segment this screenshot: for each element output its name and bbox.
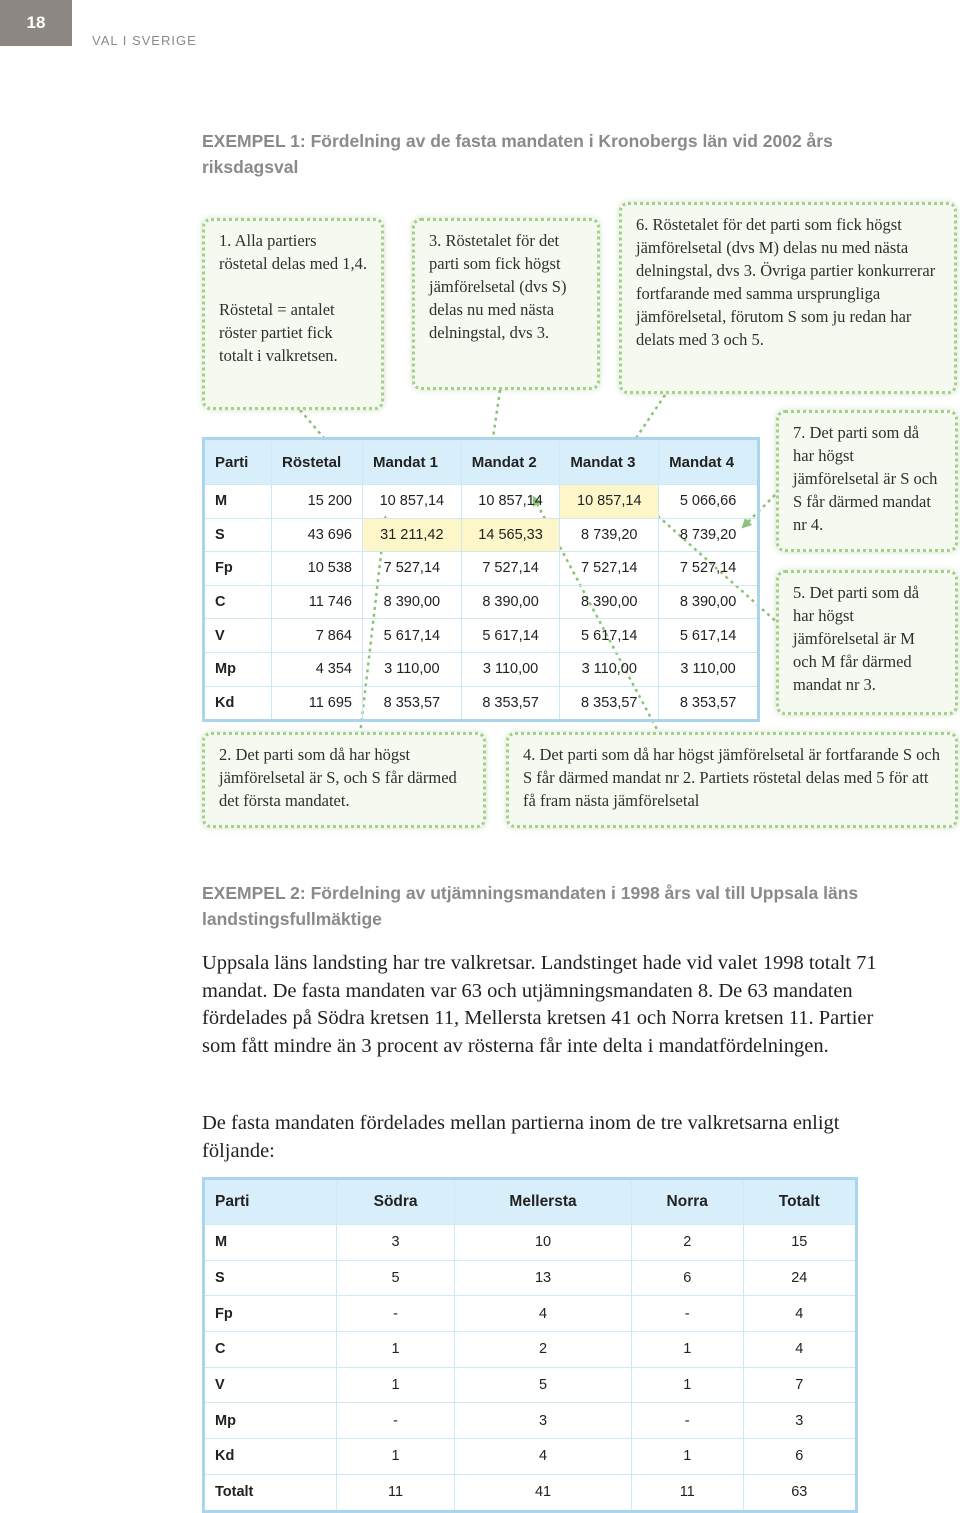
col-header: Södra bbox=[337, 1179, 455, 1225]
col-header: Mellersta bbox=[455, 1179, 632, 1225]
cell: S bbox=[204, 518, 272, 552]
cell: 15 bbox=[743, 1225, 856, 1261]
note-step-3 bbox=[412, 218, 600, 390]
table-header-row bbox=[204, 439, 759, 485]
cell: 8 390,00 bbox=[363, 585, 462, 619]
col-header: Mandat 3 bbox=[560, 439, 659, 485]
cell: 8 739,20 bbox=[560, 518, 659, 552]
running-head: VAL I SVERIGE bbox=[92, 33, 197, 48]
cell: 1 bbox=[337, 1367, 455, 1403]
table-row bbox=[204, 686, 759, 721]
example2-paragraph-2: De fasta mandaten fördelades mellan partierna inom de tre valkretsarna enligt följande: bbox=[202, 1112, 840, 1162]
table-row bbox=[204, 1367, 857, 1403]
cell: 8 390,00 bbox=[461, 585, 560, 619]
cell: - bbox=[631, 1296, 743, 1332]
col-header: Röstetal bbox=[272, 439, 363, 485]
note-step-4 bbox=[506, 732, 958, 828]
cell: 10 857,14 bbox=[363, 485, 462, 519]
cell: 63 bbox=[743, 1474, 856, 1511]
cell: 11 695 bbox=[272, 686, 363, 721]
cell: 5 066,66 bbox=[659, 485, 759, 519]
cell: 2 bbox=[631, 1225, 743, 1261]
cell: 13 bbox=[455, 1260, 632, 1296]
cell: Fp bbox=[204, 1296, 337, 1332]
note-step-6 bbox=[619, 202, 957, 394]
cell: 4 bbox=[743, 1332, 856, 1368]
note-step-3-text: 3. Röstetalet för det parti som fick högst jämförelsetal (dvs S) delas nu med nästa delningstal, dvs 3. bbox=[429, 231, 567, 342]
cell-highlighted: 31 211,42 bbox=[363, 518, 462, 552]
example2-heading: EXEMPEL 2: Fördelning av utjämningsmandaten i 1998 års val till Uppsala läns landstingsfullmäktige bbox=[202, 883, 859, 929]
cell: 5 617,14 bbox=[560, 619, 659, 653]
cell: - bbox=[337, 1296, 455, 1332]
table-row bbox=[204, 1225, 857, 1261]
table-row bbox=[204, 585, 759, 619]
col-header: Mandat 1 bbox=[363, 439, 462, 485]
table-row bbox=[204, 518, 759, 552]
cell: 7 527,14 bbox=[659, 552, 759, 586]
note-step-1-text: 1. Alla partiers röstetal delas med 1,4. bbox=[219, 231, 368, 273]
cell: 5 617,14 bbox=[363, 619, 462, 653]
table-header-row bbox=[204, 1179, 857, 1225]
cell: S bbox=[204, 1260, 337, 1296]
cell: Kd bbox=[204, 686, 272, 721]
cell: 2 bbox=[455, 1332, 632, 1368]
cell: 3 110,00 bbox=[461, 652, 560, 686]
cell: 8 353,57 bbox=[659, 686, 759, 721]
cell: 43 696 bbox=[272, 518, 363, 552]
cell: M bbox=[204, 485, 272, 519]
cell: 7 527,14 bbox=[363, 552, 462, 586]
cell: 5 bbox=[455, 1367, 632, 1403]
note-step-5-text: 5. Det parti som då har högst jämförelsetal är M och M får därmed mandat nr 3. bbox=[793, 583, 920, 694]
example2-paragraph-1: Uppsala läns landsting har tre valkretsar. Landstinget hade vid valet 1998 totalt 71 mandat. De fasta mandaten var 63 och utjämningsmandaten 8. De 63 mandaten fördelades på Södra kretsen 11, Mellersta kretsen 41 och Norra kretsen 11. Partier som fått mindre än 3 procent av rösterna får inte delta i mandatfördelningen. bbox=[202, 952, 877, 1057]
cell-highlighted: 10 857,14 bbox=[560, 485, 659, 519]
cell: 11 bbox=[337, 1474, 455, 1511]
note-step-5 bbox=[776, 570, 958, 715]
cell: 8 739,20 bbox=[659, 518, 759, 552]
table-row bbox=[204, 1439, 857, 1475]
col-header: Parti bbox=[204, 439, 272, 485]
cell: 1 bbox=[631, 1439, 743, 1475]
cell: 5 bbox=[337, 1260, 455, 1296]
table-row bbox=[204, 1296, 857, 1332]
cell: Totalt bbox=[204, 1474, 337, 1511]
cell: Fp bbox=[204, 552, 272, 586]
cell: M bbox=[204, 1225, 337, 1261]
cell: 5 617,14 bbox=[461, 619, 560, 653]
cell: 24 bbox=[743, 1260, 856, 1296]
cell: 11 bbox=[631, 1474, 743, 1511]
col-header: Totalt bbox=[743, 1179, 856, 1225]
note-step-2-text: 2. Det parti som då har högst jämförelsetal är S, och S får därmed det första mandatet. bbox=[219, 745, 457, 810]
cell: Mp bbox=[204, 1403, 337, 1439]
table-row bbox=[204, 1332, 857, 1368]
col-header: Parti bbox=[204, 1179, 337, 1225]
cell-highlighted: 14 565,33 bbox=[461, 518, 560, 552]
cell: 7 bbox=[743, 1367, 856, 1403]
col-header: Norra bbox=[631, 1179, 743, 1225]
cell: - bbox=[631, 1403, 743, 1439]
example1-heading: EXEMPEL 1: Fördelning av de fasta mandaten i Kronobergs län vid 2002 års riksdagsval bbox=[202, 131, 833, 177]
note-step-2 bbox=[202, 732, 486, 828]
note-step-6-text: 6. Röstetalet för det parti som fick högst jämförelsetal (dvs M) delas nu med nästa delningstal, dvs 3. Övriga partier konkurrerar fortfarande med samma ursprungliga jämförelsetal, förutom S som ju redan har delats med 3 och 5. bbox=[636, 215, 936, 349]
cell: 4 bbox=[743, 1296, 856, 1332]
cell: 3 bbox=[455, 1403, 632, 1439]
cell: 10 857,14 bbox=[461, 485, 560, 519]
cell: 8 353,57 bbox=[560, 686, 659, 721]
table-row bbox=[204, 1403, 857, 1439]
uppsala-mandate-table bbox=[202, 1177, 858, 1513]
cell: V bbox=[204, 1367, 337, 1403]
note-step-7-text: 7. Det parti som då har högst jämförelsetal är S och S får därmed mandat nr 4. bbox=[793, 423, 938, 534]
cell: 3 110,00 bbox=[560, 652, 659, 686]
cell: 3 110,00 bbox=[363, 652, 462, 686]
page-number: 18 bbox=[0, 0, 72, 46]
cell: 5 617,14 bbox=[659, 619, 759, 653]
cell: 10 538 bbox=[272, 552, 363, 586]
kronoberg-mandate-table bbox=[202, 437, 760, 722]
cell: 8 353,57 bbox=[461, 686, 560, 721]
cell: Mp bbox=[204, 652, 272, 686]
cell: - bbox=[337, 1403, 455, 1439]
col-header: Mandat 2 bbox=[461, 439, 560, 485]
cell: C bbox=[204, 585, 272, 619]
cell: 4 bbox=[455, 1296, 632, 1332]
cell: 4 bbox=[455, 1439, 632, 1475]
cell: 6 bbox=[631, 1260, 743, 1296]
cell: 41 bbox=[455, 1474, 632, 1511]
cell: 7 527,14 bbox=[560, 552, 659, 586]
note-step-1 bbox=[202, 218, 384, 410]
cell: 3 bbox=[337, 1225, 455, 1261]
cell: 1 bbox=[337, 1332, 455, 1368]
cell: Kd bbox=[204, 1439, 337, 1475]
cell: 6 bbox=[743, 1439, 856, 1475]
cell: 11 746 bbox=[272, 585, 363, 619]
cell: 4 354 bbox=[272, 652, 363, 686]
table-row bbox=[204, 619, 759, 653]
table-row bbox=[204, 552, 759, 586]
cell: 8 390,00 bbox=[659, 585, 759, 619]
cell: 15 200 bbox=[272, 485, 363, 519]
cell: 8 353,57 bbox=[363, 686, 462, 721]
table-total-row bbox=[204, 1474, 857, 1511]
table-row bbox=[204, 1260, 857, 1296]
cell: 1 bbox=[631, 1367, 743, 1403]
cell: 7 864 bbox=[272, 619, 363, 653]
cell: 8 390,00 bbox=[560, 585, 659, 619]
note-step-4-text: 4. Det parti som då har högst jämförelsetal är fortfarande S och S får därmed mandat nr 2. Partiets röstetal delas med 5 för att få fram nästa jämförelsetal bbox=[523, 745, 940, 810]
cell: 3 bbox=[743, 1403, 856, 1439]
cell: C bbox=[204, 1332, 337, 1368]
note-step-7 bbox=[776, 410, 958, 552]
col-header: Mandat 4 bbox=[659, 439, 759, 485]
cell: V bbox=[204, 619, 272, 653]
cell: 7 527,14 bbox=[461, 552, 560, 586]
table-row bbox=[204, 485, 759, 519]
note-step-1-definition: Röstetal = antalet röster partiet fick totalt i valkretsen. bbox=[219, 300, 338, 365]
cell: 3 110,00 bbox=[659, 652, 759, 686]
cell: 1 bbox=[337, 1439, 455, 1475]
table-row bbox=[204, 652, 759, 686]
cell: 1 bbox=[631, 1332, 743, 1368]
cell: 10 bbox=[455, 1225, 632, 1261]
